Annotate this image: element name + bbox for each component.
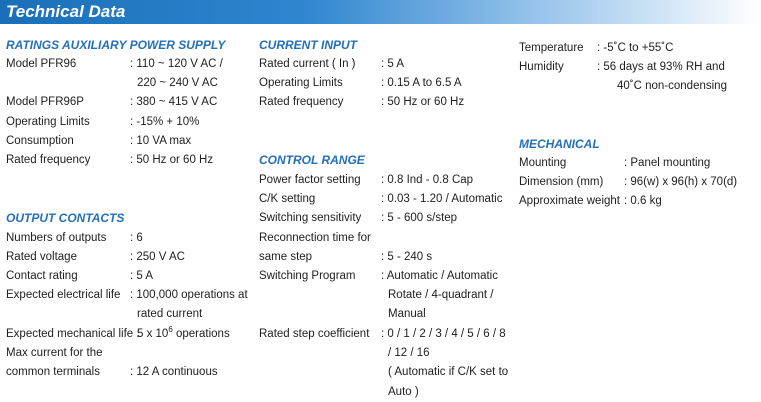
- spec-label: Max current for the common terminals: [6, 347, 103, 379]
- spec-value: : -5˚C to +55˚C: [597, 42, 674, 54]
- spec-value: : -15% + 10%: [130, 116, 200, 128]
- section-title-ratings: RATINGS AUXILIARY POWER SUPPLY: [6, 38, 226, 52]
- spec-value: : 0.8 Ind - 0.8 Cap: [381, 174, 474, 186]
- spec-value: : 6: [130, 232, 143, 244]
- spec-label: Rated frequency: [259, 96, 344, 108]
- spec-value: : 50 Hz or 60 Hz: [130, 154, 214, 166]
- spec-label: Approximate weight: [519, 195, 620, 207]
- header-bar: [0, 0, 761, 24]
- spec-label: C/K setting: [259, 193, 316, 205]
- spec-value: : Panel mounting: [624, 157, 711, 169]
- spec-label: Dimension (mm): [519, 176, 604, 188]
- section-title-mechanical: MECHANICAL: [519, 137, 600, 151]
- spec-value: : 5 - 600 s/step: [381, 212, 458, 224]
- spec-value: : 5 A: [130, 270, 154, 282]
- spec-label: Switching Program: [259, 270, 356, 282]
- spec-label: Consumption: [6, 135, 74, 147]
- spec-label: Operating Limits: [6, 116, 90, 128]
- spec-value: : 12 A continuous: [130, 366, 218, 378]
- spec-label: Switching sensitivity: [259, 212, 362, 224]
- page-title: Technical Data: [6, 2, 126, 21]
- spec-value: : 56 days at 93% RH and 40˚C non-condensing: [597, 61, 727, 93]
- section-title-control-range: CONTROL RANGE: [259, 153, 365, 167]
- spec-value: : 110 ~ 120 V AC / 220 ~ 240 V AC: [130, 58, 223, 90]
- spec-label: Expected mechanical life :: [6, 328, 140, 340]
- spec-label: Power factor setting: [259, 174, 361, 186]
- spec-label: Mounting: [519, 157, 567, 169]
- spec-value: : 96(w) x 96(h) x 70(d): [624, 176, 738, 188]
- spec-value: 5 x $10^6$ operations: [137, 325, 230, 340]
- spec-label: Rated step coefficient: [259, 328, 370, 340]
- spec-label: Contact rating: [6, 270, 78, 282]
- spec-label: Rated current ( In ): [259, 58, 356, 70]
- spec-value: : 50 Hz or 60 Hz: [381, 96, 465, 108]
- spec-label: Numbers of outputs: [6, 232, 107, 244]
- spec-value: : 5 A: [381, 58, 405, 70]
- spec-value: : 10 VA max: [130, 135, 192, 147]
- spec-label: Humidity: [519, 61, 564, 73]
- spec-label: Operating Limits: [259, 77, 343, 89]
- spec-value: : 0.6 kg: [624, 195, 662, 207]
- spec-label: Rated voltage: [6, 251, 77, 263]
- spec-label: Reconnection time for same step: [259, 232, 371, 264]
- spec-value: : 0.15 A to 6.5 A: [381, 77, 462, 89]
- spec-value: : 100,000 operations at rated current: [130, 289, 248, 321]
- spec-value: : 0 / 1 / 2 / 3 / 4 / 5 / 6 / 8 / 12 / 16 ( Automatic if C/K set to Auto ): [381, 328, 509, 398]
- spec-label: Rated frequency: [6, 154, 91, 166]
- spec-label: Model PFR96: [6, 58, 77, 70]
- section-title-output-contacts: OUTPUT CONTACTS: [6, 211, 125, 225]
- spec-value: : Automatic / Automatic Rotate / 4-quadrant / Manual: [381, 270, 498, 321]
- spec-value: : 0.03 - 1.20 / Automatic: [381, 193, 503, 205]
- spec-label: Temperature: [519, 42, 584, 54]
- spec-value: : 380 ~ 415 V AC: [130, 96, 218, 108]
- spec-label: Expected electrical life: [6, 289, 121, 301]
- spec-label: Model PFR96P: [6, 96, 84, 108]
- section-title-current-input: CURRENT INPUT: [259, 38, 357, 52]
- spec-value: : 5 - 240 s: [381, 251, 433, 263]
- spec-value: : 250 V AC: [130, 251, 185, 263]
